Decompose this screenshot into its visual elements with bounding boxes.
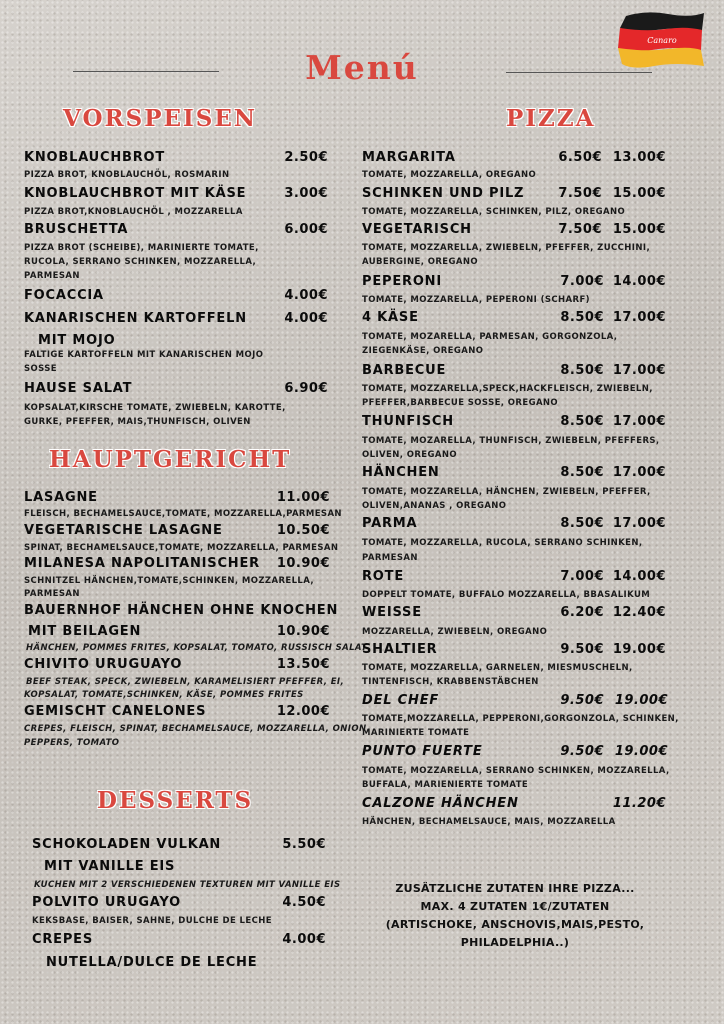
menu-item-price: 12.00€	[276, 704, 330, 719]
pizza-price-small: 7.50€	[558, 222, 602, 237]
menu-item-desc: GURKE, PFEFFER, MAIS,THUNFISCH, OLIVEN	[24, 417, 251, 427]
extras-note	[360, 880, 670, 952]
pizza-price-small: 9.50€	[560, 642, 604, 657]
pizza-desc: TOMATE, MOZZARELLA, ZWIEBELN, PFEFFER, ZUCCHINI,	[362, 243, 651, 253]
pizza-price-large: 15.00€	[612, 222, 666, 237]
menu-item-name: GEMISCHT CANELONES	[24, 704, 207, 719]
pizza-name: PEPERONI	[362, 274, 442, 289]
menu-item-name: SCHOKOLADEN VULKAN	[32, 837, 222, 852]
title-rule-right	[506, 72, 652, 73]
pizza-price-small: 9.50€	[560, 693, 604, 708]
pizza-desc: DOPPELT TOMATE, BUFFALO MOZZARELLA, BBASALIKUM	[362, 590, 651, 600]
germany-flag-logo	[616, 8, 708, 70]
menu-item-price: 3.00€	[284, 186, 328, 201]
pizza-desc: TOMATE,MOZZARELLA, PEPPERONI,GORGONZOLA, SCHINKEN,	[362, 714, 679, 724]
menu-item-price: 10.90€	[276, 556, 330, 571]
menu-item-desc: SOSSE	[24, 364, 58, 374]
menu-item-name: HAUSE SALAT	[24, 381, 133, 396]
menu-item-desc: FLEISCH, BECHAMELSAUCE,TOMATE, MOZZARELLA,PARMESAN	[24, 509, 342, 519]
pizza-price-small: 8.50€	[560, 310, 604, 325]
menu-item-name: VEGETARISCHE LASAGNE	[24, 523, 223, 538]
pizza-price-small: 6.20€	[560, 605, 604, 620]
menu-item-desc: KOPSALAT,KIRSCHE TOMATE, ZWIEBELN, KAROTTE,	[24, 403, 286, 413]
pizza-price-large: 12.40€	[612, 605, 666, 620]
pizza-desc: BUFFALA, MARIENIERTE TOMATE	[362, 780, 529, 790]
pizza-name: HÄNCHEN	[362, 465, 440, 480]
menu-item-desc: HÄNCHEN, POMMES FRITES, KOPSALAT, TOMATO, RUSSISCH SALAT	[26, 643, 368, 653]
pizza-desc: TOMATE, MOZARELLA, PARMESAN, GORGONZOLA,	[362, 332, 618, 342]
menu-item-desc: SPINAT, BECHAMELSAUCE,TOMATE, MOZZARELLA, PARMESAN	[24, 543, 339, 553]
page-title: Menú	[305, 48, 419, 87]
section-desserts: DESSERTS	[97, 787, 254, 814]
pizza-price-large: 15.00€	[612, 186, 666, 201]
pizza-desc: TOMATE, MOZARELLA, THUNFISCH, ZWIEBELN, PFEFFERS,	[362, 436, 660, 446]
pizza-desc: TOMATE, MOZZARELLA, GARNELEN, MIESMUSCHELN,	[362, 663, 633, 673]
menu-item-desc: BEEF STEAK, SPECK, ZWIEBELN, KARAMELISIERT PFEFFER, EI,	[26, 677, 345, 687]
pizza-name: SHALTIER	[362, 642, 438, 657]
menu-item-desc: KOPSALAT, TOMATE,SCHINKEN, KÄSE, POMMES FRITES	[24, 690, 304, 700]
menu-item-name: KNOBLAUCHBROT MIT KÄSE	[24, 186, 247, 201]
menu-item-price: 13.50€	[276, 657, 330, 672]
pizza-price-small: 7.00€	[560, 569, 604, 584]
pizza-price-small: 8.50€	[560, 363, 604, 378]
menu-item-price: 6.00€	[284, 222, 328, 237]
pizza-price-large: 17.00€	[612, 363, 666, 378]
menu-item-desc: PARMESAN	[24, 589, 80, 599]
extras-line: PHILADELPHIA..)	[460, 936, 570, 949]
menu-item-price: 4.50€	[282, 895, 326, 910]
pizza-desc: OLIVEN, OREGANO	[362, 450, 457, 460]
menu-item-price: 11.00€	[276, 490, 330, 505]
menu-item-name: KNOBLAUCHBROT	[24, 150, 166, 165]
menu-item-name-line2: MIT VANILLE EIS	[44, 859, 176, 874]
menu-item-desc: PIZZA BROT,KNOBLAUCHÖL , MOZZARELLA	[24, 207, 243, 217]
pizza-price-large: 19.00€	[614, 744, 668, 759]
pizza-desc: MOZZARELLA, ZWIEBELN, OREGANO	[362, 627, 548, 637]
pizza-price-small: 9.50€	[560, 744, 604, 759]
extras-line: ZUSÄTZLICHE ZUTATEN IHRE PIZZA...	[395, 882, 635, 895]
pizza-price-large: 17.00€	[612, 516, 666, 531]
pizza-name: 4 KÄSE	[362, 310, 419, 325]
pizza-name: SCHINKEN UND PILZ	[362, 186, 525, 201]
menu-item-desc: PARMESAN	[24, 271, 80, 281]
menu-item-desc: FALTIGE KARTOFFELN MIT KANARISCHEN MOJO	[24, 350, 264, 360]
pizza-desc: HÄNCHEN, BECHAMELSAUCE, MAIS, MOZZARELLA	[362, 817, 616, 827]
menu-item-price: 4.00€	[284, 288, 328, 303]
pizza-desc: TINTENFISCH, KRABBENSTÄBCHEN	[362, 677, 539, 687]
pizza-desc: TOMATE, MOZZARELLA, SERRANO SCHINKEN, MOZZARELLA,	[362, 766, 670, 776]
menu-item-name: KANARISCHEN KARTOFFELN	[24, 311, 247, 326]
menu-item-desc: RUCOLA, SERRANO SCHINKEN, MOZZARELLA,	[24, 257, 257, 267]
menu-item-desc: CREPES, FLEISCH, SPINAT, BECHAMELSAUCE, MOZZARELLA, ONION,	[24, 724, 371, 734]
menu-item-price: 10.90€	[276, 624, 330, 639]
pizza-price-small: 8.50€	[560, 516, 604, 531]
extras-line: MAX. 4 ZUTATEN 1€/ZUTATEN	[420, 900, 610, 913]
menu-item-name: BRUSCHETTA	[24, 222, 129, 237]
pizza-desc: MARINIERTE TOMATE	[362, 728, 470, 738]
pizza-desc: TOMATE, MOZZARELLA, OREGANO	[362, 170, 537, 180]
pizza-desc: TOMATE, MOZZARELLA, SCHINKEN, PILZ, OREGANO	[362, 207, 626, 217]
pizza-price-small: 8.50€	[560, 414, 604, 429]
pizza-desc: TOMATE, MOZZARELLA, HÄNCHEN, ZWIEBELN, PFEFFER,	[362, 487, 651, 497]
pizza-name: THUNFISCH	[362, 414, 454, 429]
menu-item-price: 4.00€	[282, 932, 326, 947]
pizza-desc: AUBERGINE, OREGANO	[362, 257, 478, 267]
section-hauptgericht: HAUPTGERICHT	[49, 446, 292, 473]
pizza-price-large: 14.00€	[612, 569, 666, 584]
menu-item-price: 4.00€	[284, 311, 328, 326]
menu-item-name: BAUERNHOF HÄNCHEN OHNE KNOCHEN	[24, 603, 339, 618]
pizza-price-large: 11.20€	[612, 796, 666, 811]
section-vorspeisen: VORSPEISEN	[63, 105, 257, 132]
menu-item-price: 6.90€	[284, 381, 328, 396]
menu-item-price: 2.50€	[284, 150, 328, 165]
menu-item-name: LASAGNE	[24, 490, 98, 505]
menu-item-desc: KUCHEN MIT 2 VERSCHIEDENEN TEXTUREN MIT VANILLE EIS	[34, 880, 341, 890]
menu-item-price: 5.50€	[282, 837, 326, 852]
pizza-name: PARMA	[362, 516, 418, 531]
pizza-name: CALZONE HÄNCHEN	[362, 796, 519, 811]
menu-item-name: POLVITO URUGAYO	[32, 895, 182, 910]
pizza-price-small: 6.50€	[558, 150, 602, 165]
pizza-name: DEL CHEF	[362, 693, 440, 708]
menu-item-name-line2: MIT BEILAGEN	[28, 624, 142, 639]
pizza-name: BARBECUE	[362, 363, 447, 378]
menu-item-desc: PIZZA BROT, KNOBLAUCHÖL, ROSMARIN	[24, 170, 230, 180]
menu-item-desc: SCHNITZEL HÄNCHEN,TOMATE,SCHINKEN, MOZZARELLA,	[24, 576, 315, 586]
pizza-price-large: 17.00€	[612, 414, 666, 429]
pizza-name: VEGETARISCH	[362, 222, 472, 237]
pizza-price-large: 19.00€	[614, 693, 668, 708]
pizza-desc: PFEFFER,BARBECUE SOSSE, OREGANO	[362, 398, 559, 408]
pizza-desc: TOMATE, MOZZARELLA,SPECK,HACKFLEISCH, ZWIEBELN,	[362, 384, 653, 394]
menu-item-desc: KEKSBASE, BAISER, SAHNE, DULCHE DE LECHE	[32, 916, 272, 926]
menu-item-desc: PEPPERS, TOMATO	[24, 738, 120, 748]
pizza-desc: PARMESAN	[362, 553, 418, 563]
menu-item-name-line2: MIT MOJO	[38, 333, 116, 348]
pizza-price-small: 7.00€	[560, 274, 604, 289]
menu-item-name: CHIVITO URUGUAYO	[24, 657, 183, 672]
pizza-name: MARGARITA	[362, 150, 456, 165]
pizza-desc: OLIVEN,ANANAS , OREGANO	[362, 501, 507, 511]
pizza-name: ROTE	[362, 569, 405, 584]
menu-item-name: FOCACCIA	[24, 288, 104, 303]
pizza-price-large: 17.00€	[612, 465, 666, 480]
menu-item-name-line2: NUTELLA/DULCE DE LECHE	[46, 955, 258, 970]
menu-item-desc: PIZZA BROT (SCHEIBE), MARINIERTE TOMATE,	[24, 243, 259, 253]
menu-item-name: MILANESA NAPOLITANISCHER	[24, 556, 260, 571]
pizza-desc: TOMATE, MOZZARELLA, RUCOLA, SERRANO SCHINKEN,	[362, 538, 643, 548]
pizza-name: WEISSE	[362, 605, 422, 620]
menu-item-price: 10.50€	[276, 523, 330, 538]
pizza-price-small: 7.50€	[558, 186, 602, 201]
pizza-price-large: 13.00€	[612, 150, 666, 165]
pizza-price-large: 19.00€	[612, 642, 666, 657]
menu-item-name: CREPES	[32, 932, 94, 947]
extras-line: (ARTISCHOKE, ANSCHOVIS,MAIS,PESTO,	[385, 918, 645, 931]
pizza-desc: ZIEGENKÄSE, OREGANO	[362, 346, 484, 356]
section-pizza: PIZZA	[506, 105, 596, 132]
pizza-name: PUNTO FUERTE	[362, 744, 483, 759]
pizza-price-large: 14.00€	[612, 274, 666, 289]
flag-label: Canaro	[647, 36, 677, 45]
pizza-desc: TOMATE, MOZZARELLA, PEPERONI (SCHARF)	[362, 295, 590, 305]
pizza-price-small: 8.50€	[560, 465, 604, 480]
pizza-price-large: 17.00€	[612, 310, 666, 325]
